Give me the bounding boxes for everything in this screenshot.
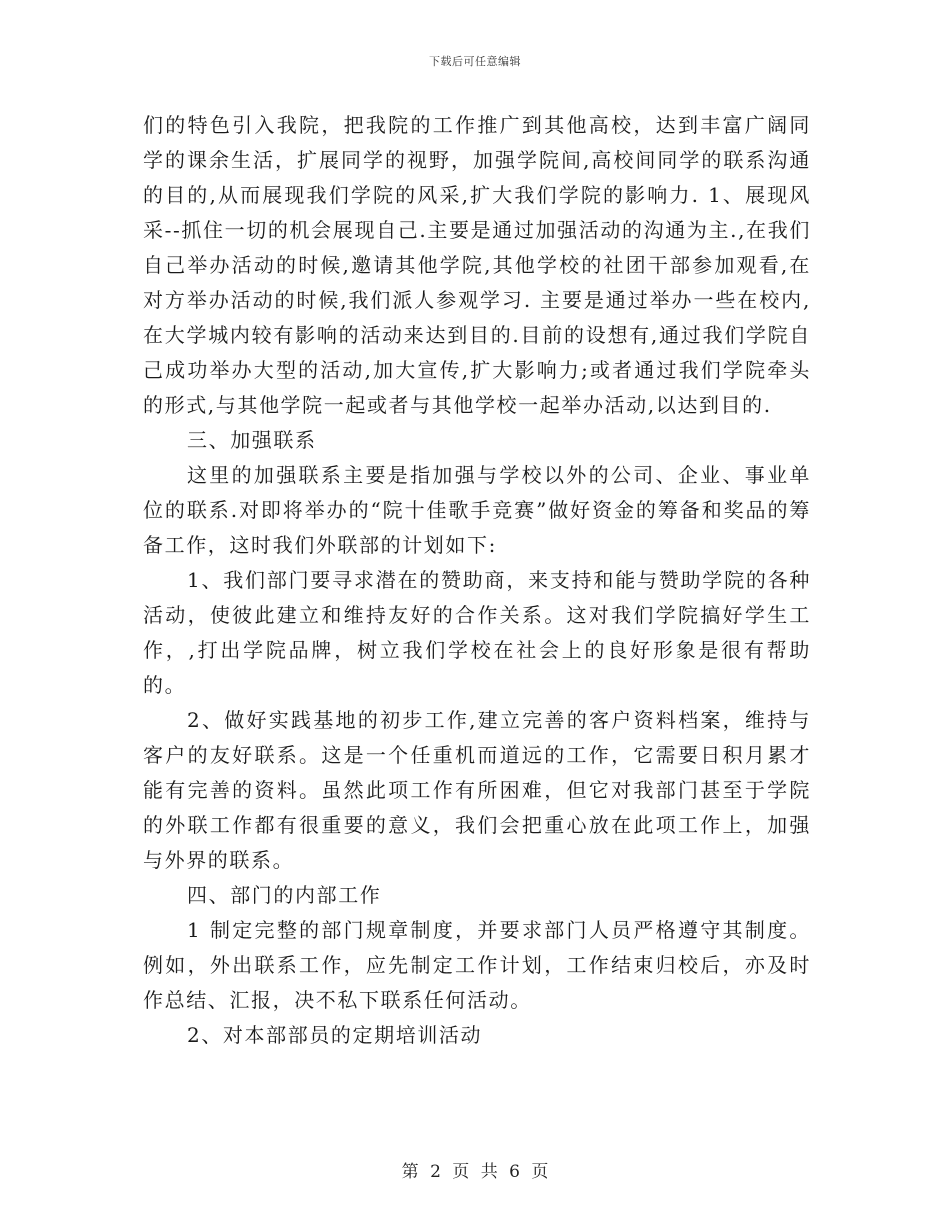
body-paragraph: 这里的加强联系主要是指加强与学校以外的公司、企业、事业单位的联系.对即将举办的“院十佳歌手竞赛”做好资金的筹备和奖品的筹备工作，这时我们外联部的计划如下: [143, 463, 811, 557]
page-header-note: 下载后可任意编辑 [429, 55, 521, 68]
list-item: 1、我们部门要寻求潜在的赞助商，来支持和能与赞助学院的各种活动，使彼此建立和维持友好的合作关系。这对我们学院搞好学生工作，,打出学院品牌，树立我们学校在社会上的良好形象是很有帮助的。 [143, 568, 811, 697]
list-item: 2、做好实践基地的初步工作,建立完善的客户资料档案，维持与客户的友好联系。这是一个任重机而道远的工作，它需要日积月累才能有完善的资料。虽然此项工作有所困难，但它对我部门甚至于学院的外联工作都有很重要的意义，我们会把重心放在此项工作上，加强与外界的联系。 [143, 708, 811, 872]
section-heading-strengthen-contact: 三、加强联系 [187, 428, 317, 452]
list-item: 1 制定完整的部门规章制度，并要求部门人员严格遵守其制度。例如，外出联系工作，应先制定工作计划，工作结束归校后，亦及时作总结、汇报，决不私下联系任何活动。 [143, 918, 811, 1012]
page-number: 第 2 页 共 6 页 [401, 1162, 549, 1182]
list-item: 2、对本部部员的定期培训活动 [187, 1023, 483, 1047]
body-paragraph: 们的特色引入我院，把我院的工作推广到其他高校，达到丰富广阔同学的课余生活，扩展同学的视野，加强学院间,高校间同学的联系沟通的目的,从而展现我们学院的风采,扩大我们学院的影响力. 1、展现风采--抓住一切的机会展现自己.主要是通过加强活动的沟通为主.,在我们自己举办活动的时候,邀请其他学院,其他学校的社团干部参加观看,在对方举办活动的时候,我们派人参观学习. 主要是通过举办一些在校内,在大学城内较有影响的活动来达到目的.目前的设想有,通过我们学院自己成功举办大型的活动,加大宣传,扩大影响力;或者通过我们学院牵头的形式,与其他学院一起或者与其他学校一起举办活动,以达到目的. [143, 113, 811, 417]
section-heading-internal-work: 四、部门的内部工作 [187, 883, 382, 907]
document-body [143, 108, 811, 1053]
